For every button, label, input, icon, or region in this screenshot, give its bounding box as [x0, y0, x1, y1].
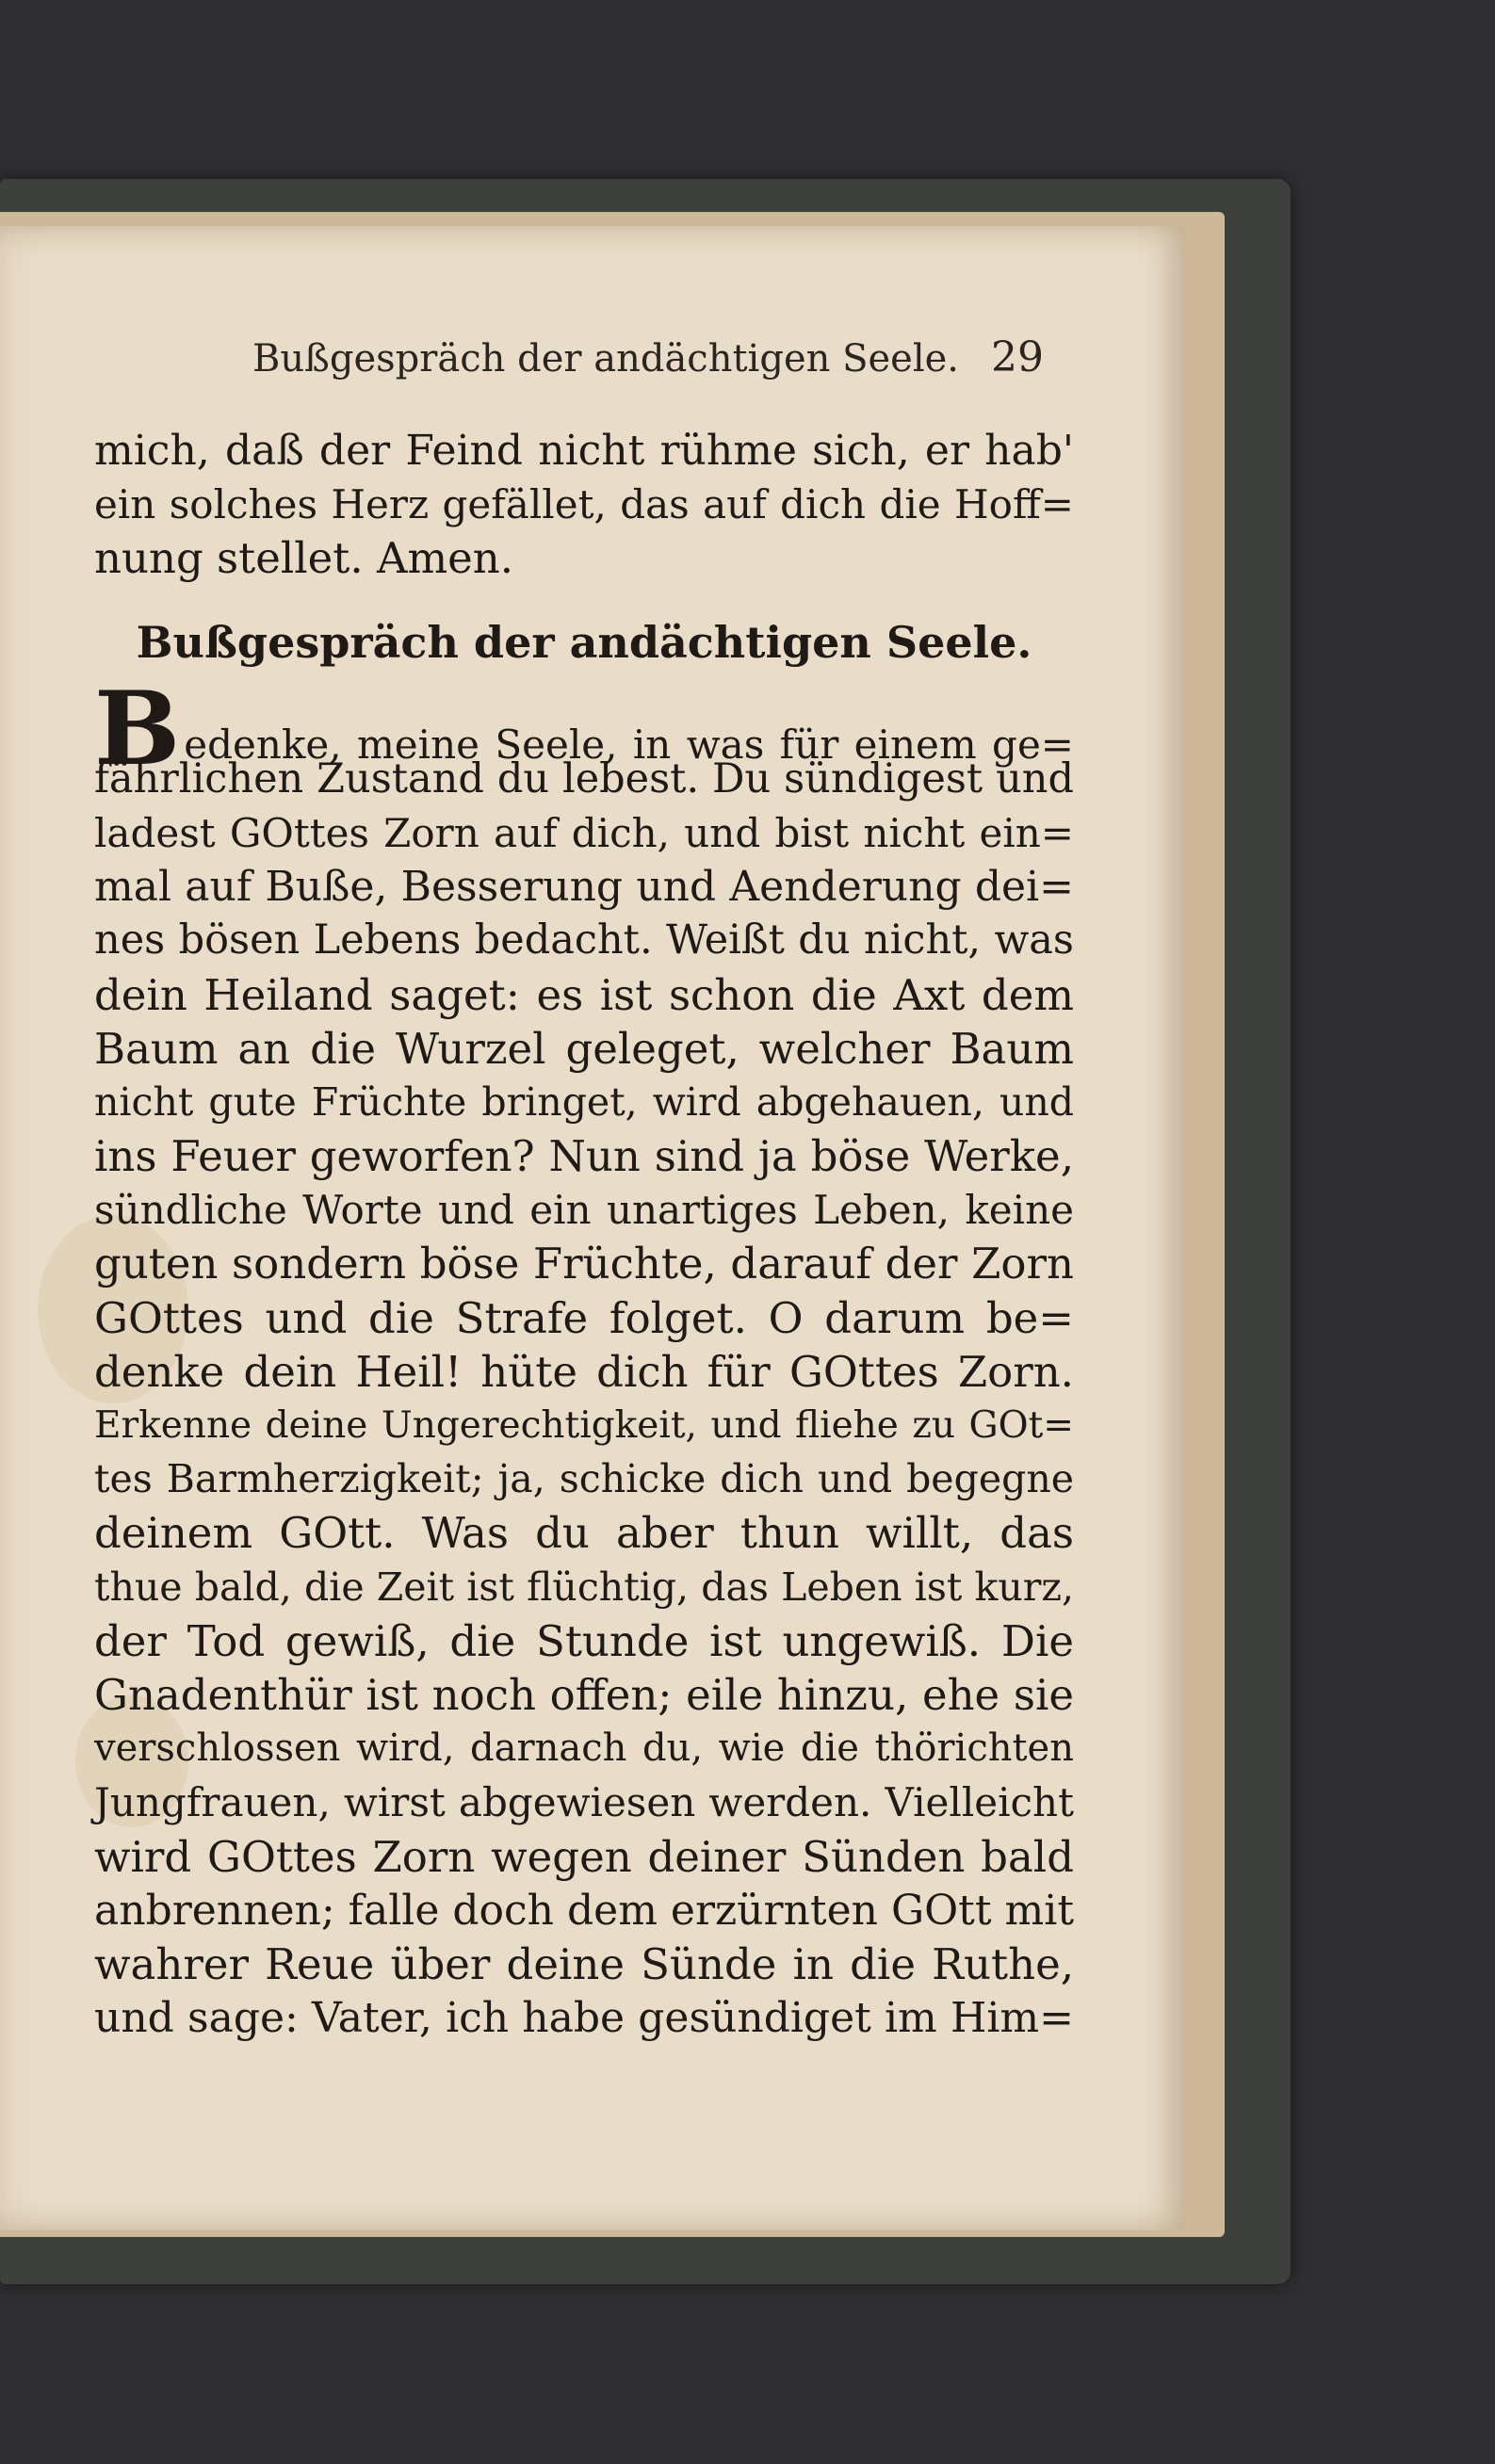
text-line: GOttes und die Strafe folget. O darum be=	[94, 1292, 1074, 1343]
text-line: tes Barmherzigkeit; ja, schicke dich und begegne	[94, 1456, 1074, 1502]
text-line: Gnadenthür ist noch offen; eile hinzu, ehe sie	[94, 1669, 1074, 1720]
running-head: Bußgespräch der andächtigen Seele.	[252, 337, 960, 381]
text-line: und sage: Vater, ich habe gesündiget im Him=	[94, 1994, 1074, 2043]
text-line: deinem GOtt. Was du aber thun willt, das	[94, 1508, 1074, 1559]
text-line: der Tod gewiß, die Stunde ist ungewiß. Die	[94, 1615, 1074, 1666]
text-line: sündliche Worte und ein unartiges Leben, keine	[94, 1187, 1074, 1234]
text-line: wird GOttes Zorn wegen deiner Sünden bald	[94, 1831, 1074, 1882]
text-line: anbrennen; falle doch dem erzürnten GOtt mit	[94, 1886, 1074, 1935]
book-page	[0, 226, 1185, 2230]
text-line: nung stellet. Amen.	[94, 533, 514, 584]
text-line: ein solches Herz gefället, das auf dich die Hoff=	[94, 481, 1074, 528]
text-line: thue bald, die Zeit ist flüchtig, das Leben ist kurz,	[94, 1564, 1074, 1610]
text-line: nicht gute Früchte bringet, wird abgehauen, und	[94, 1078, 1074, 1125]
text-line: ins Feuer geworfen? Nun sind ja böse Werke,	[94, 1131, 1074, 1182]
section-title: Bußgespräch der andächtigen Seele.	[136, 616, 1032, 668]
text-line: verschlossen wird, darnach du, wie die thörichten	[94, 1726, 1074, 1771]
initial-letter: B	[94, 669, 181, 788]
page-header	[252, 320, 1044, 396]
text-line: wahrer Reue über deine Sünde in die Ruthe,	[94, 1938, 1074, 1989]
page-number: 29	[991, 333, 1044, 381]
first-line-text: edenke, meine Seele, in was für einem ge=	[184, 721, 1074, 768]
text-line: mal auf Buße, Besserung und Aenderung dei=	[94, 863, 1074, 912]
text-line: dein Heiland saget: es ist schon die Axt dem	[94, 969, 1074, 1020]
text-line: Jungfrauen, wirst abgewiesen werden. Vielleicht	[94, 1779, 1074, 1826]
text-line: ladest GOttes Zorn auf dich, und bist nicht ein=	[94, 809, 1074, 856]
text-line: mich, daß der Feind nicht rühme sich, er hab'	[94, 427, 1074, 475]
text-line: Baum an die Wurzel geleget, welcher Baum	[94, 1023, 1074, 1074]
body-text	[94, 424, 1074, 2045]
text-line: guten sondern böse Früchte, darauf der Zorn	[94, 1239, 1074, 1289]
text-line: Erkenne deine Ungerechtigkeit, und fliehe zu GOt=	[94, 1404, 1074, 1447]
text-line: denke dein Heil! hüte dich für GOttes Zorn.	[94, 1346, 1074, 1397]
text-line: fährlichen Zustand du lebest. Du sündigest und	[94, 754, 1074, 802]
text-line: nes bösen Lebens bedacht. Weißt du nicht, was	[94, 916, 1074, 965]
